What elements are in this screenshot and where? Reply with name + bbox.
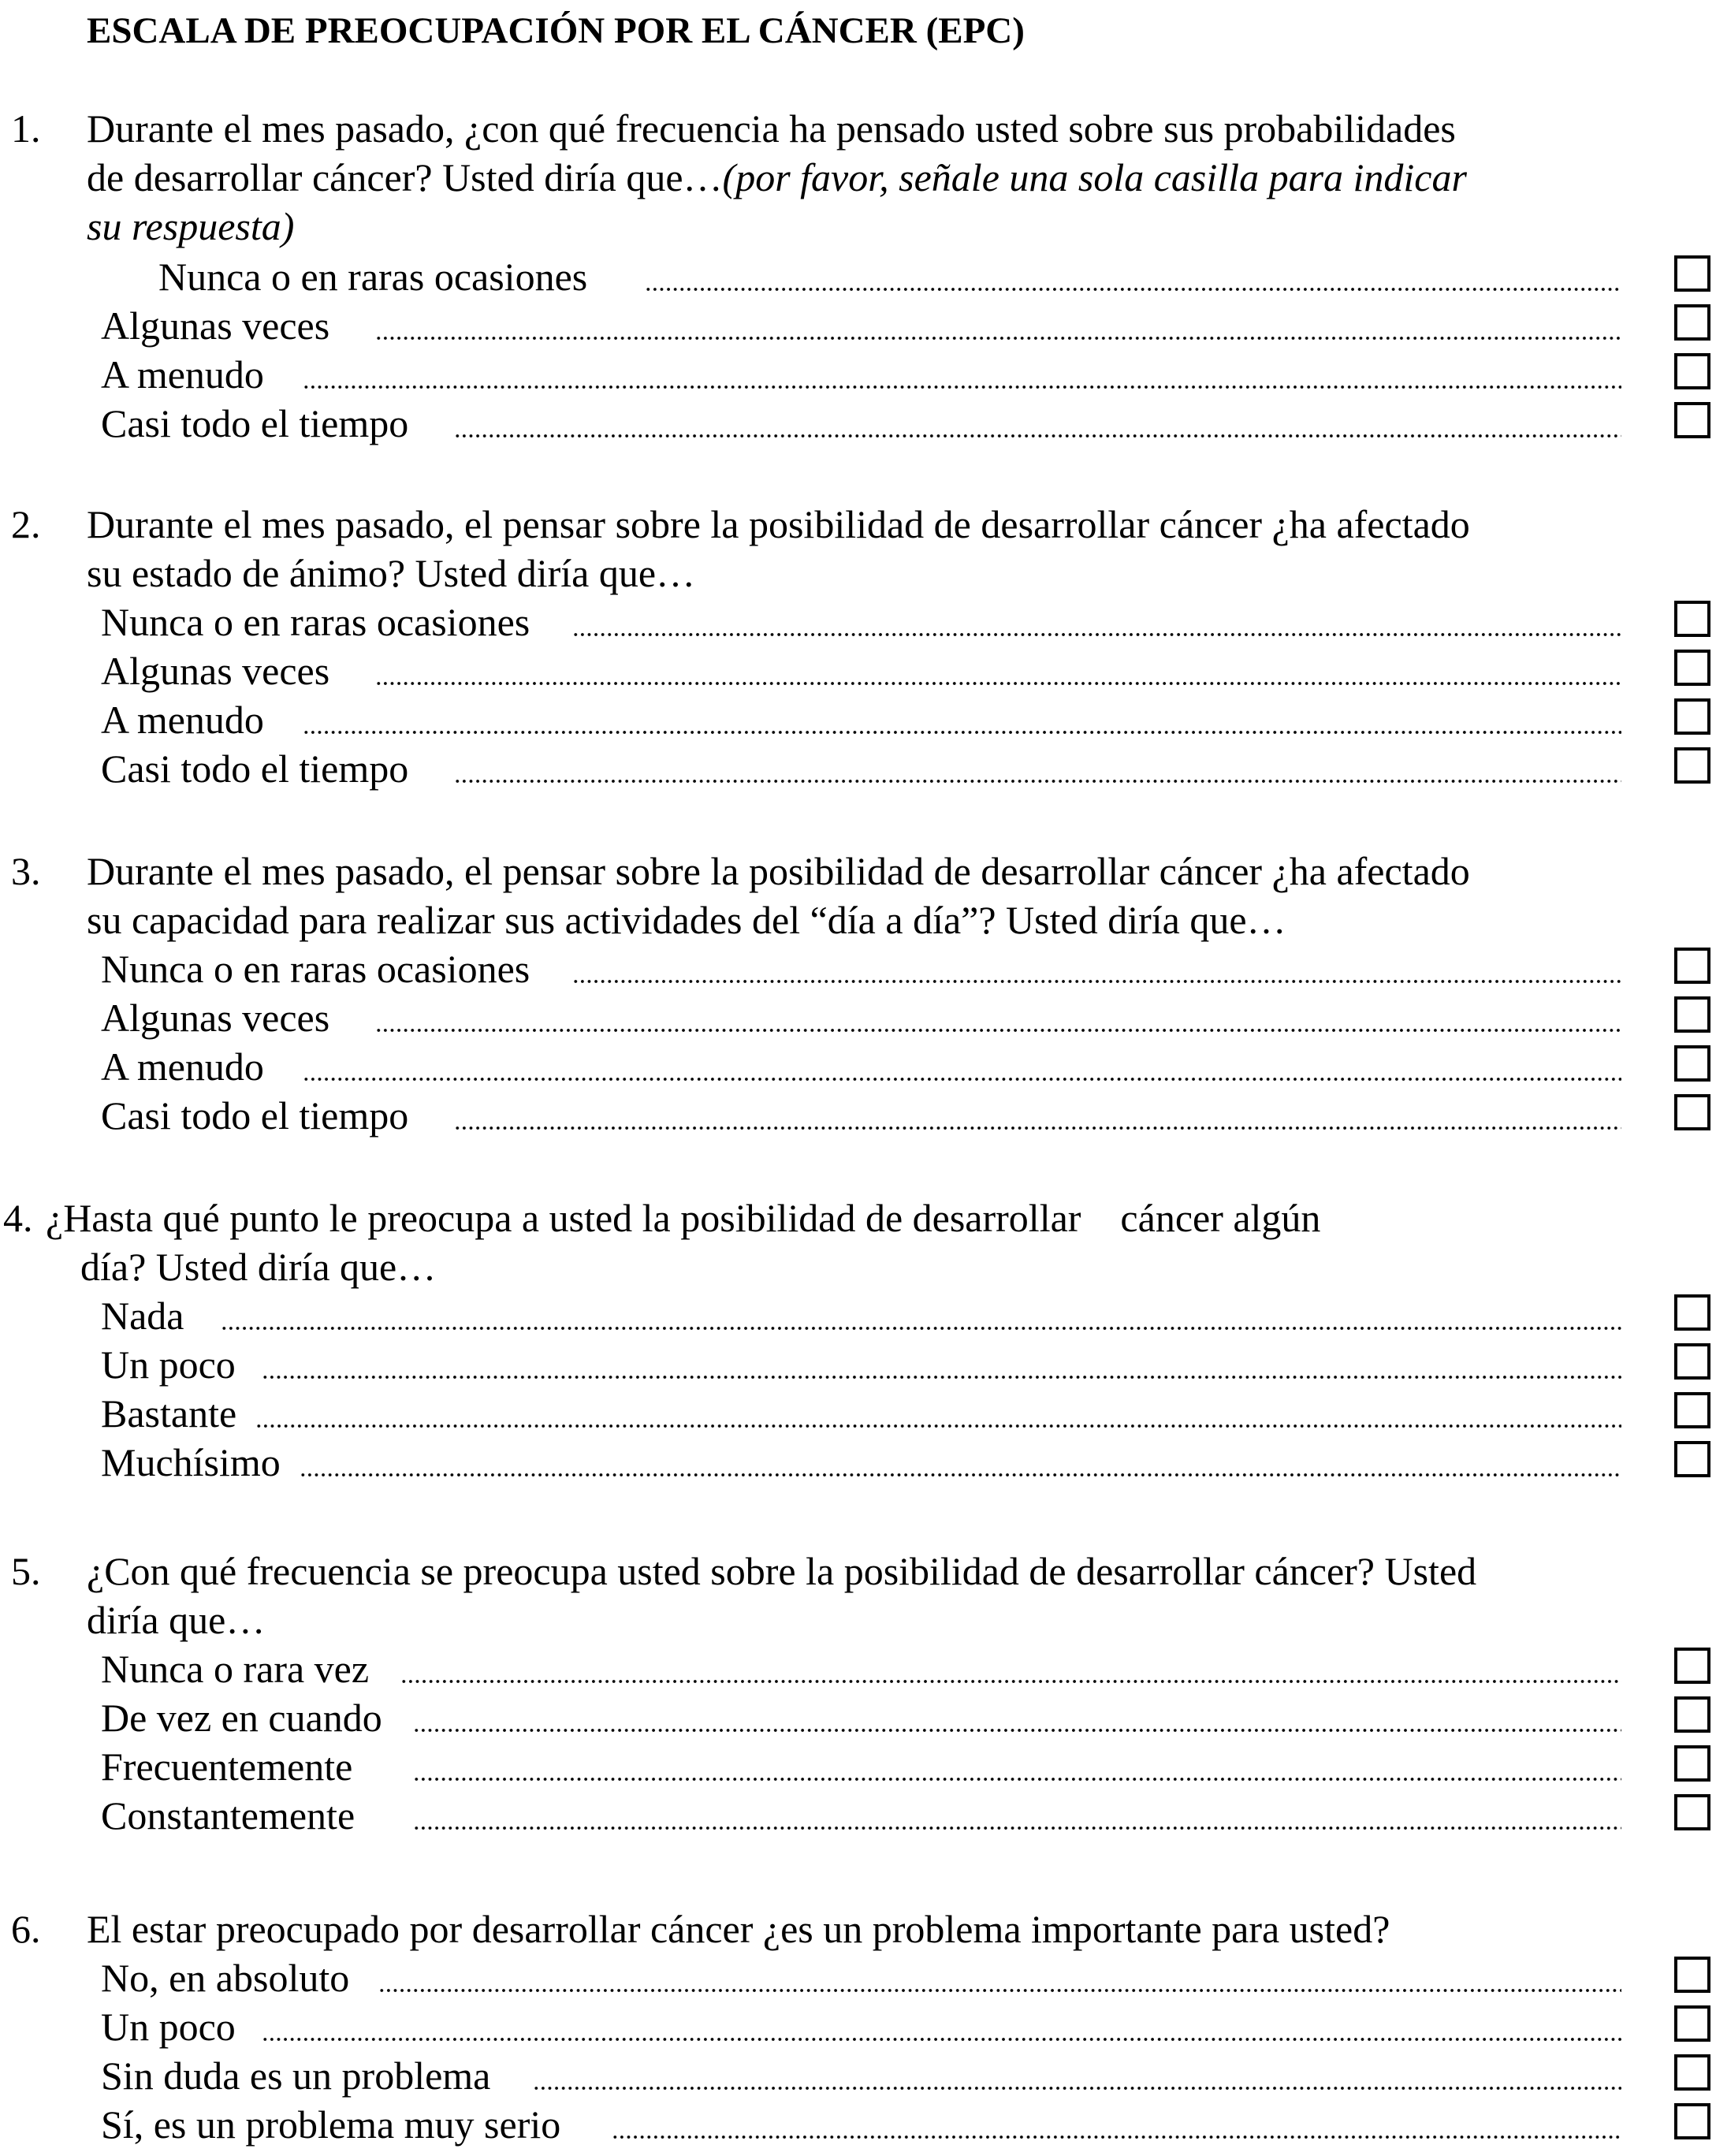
answer-option[interactable]: [101, 598, 1716, 646]
question-line: Durante el mes pasado, el pensar sobre la posibilidad de desarrollar cáncer ¿ha afectado: [87, 502, 1470, 546]
answer-option[interactable]: [101, 1693, 1716, 1742]
dot-leader: [375, 681, 1621, 686]
question-number: 1.: [11, 106, 41, 151]
option-checkbox[interactable]: [1674, 1045, 1710, 1082]
option-checkbox[interactable]: [1674, 353, 1710, 389]
answer-option[interactable]: [101, 1389, 1716, 1438]
dot-leader: [221, 1326, 1621, 1331]
question-text: [87, 104, 1467, 251]
answer-option[interactable]: [101, 399, 1716, 448]
question-number: 5.: [11, 1549, 41, 1593]
option-checkbox[interactable]: [1674, 996, 1710, 1033]
dot-leader: [255, 1424, 1621, 1428]
option-label: Algunas veces: [101, 303, 330, 348]
dot-leader: [375, 336, 1621, 341]
answer-option[interactable]: [101, 1791, 1716, 1840]
option-checkbox[interactable]: [1674, 1696, 1710, 1733]
answer-option[interactable]: [101, 2002, 1716, 2051]
question-number: 6.: [11, 1907, 41, 1951]
question-text: [87, 1905, 1390, 1953]
dot-leader: [413, 1777, 1621, 1782]
option-checkbox[interactable]: [1674, 1392, 1710, 1428]
answer-option[interactable]: [101, 301, 1716, 350]
answer-option[interactable]: [101, 1953, 1716, 2002]
dot-leader: [645, 287, 1621, 292]
answer-option[interactable]: [101, 2051, 1716, 2100]
option-label: De vez en cuando: [101, 1696, 382, 1740]
dot-leader: [533, 2086, 1621, 2091]
answer-option[interactable]: [101, 1091, 1716, 1140]
answer-option[interactable]: [101, 252, 1716, 301]
option-label: Nada: [101, 1294, 184, 1338]
question-line: Durante el mes pasado, el pensar sobre la posibilidad de desarrollar cáncer ¿ha afectado: [87, 849, 1470, 893]
option-checkbox[interactable]: [1674, 1648, 1710, 1684]
page-title: ESCALA DE PREOCUPACIÓN POR EL CÁNCER (EPC): [87, 10, 1025, 51]
answer-option[interactable]: [101, 1340, 1716, 1389]
option-label: Casi todo el tiempo: [101, 1093, 409, 1138]
option-label: A menudo: [101, 1044, 264, 1089]
option-checkbox[interactable]: [1674, 2054, 1710, 2091]
question-line: su capacidad para realizar sus actividades del “día a día”? Usted diría que…: [87, 898, 1286, 942]
option-checkbox[interactable]: [1674, 601, 1710, 637]
dot-leader: [303, 385, 1621, 389]
dot-leader: [572, 632, 1621, 637]
option-checkbox[interactable]: [1674, 1745, 1710, 1782]
option-label: Nunca o rara vez: [101, 1647, 370, 1691]
answer-option[interactable]: [101, 1438, 1716, 1487]
dot-leader: [454, 1126, 1621, 1130]
dot-leader: [413, 1728, 1621, 1733]
option-label: Muchísimo: [101, 1440, 281, 1484]
question-line: día? Usted diría que…: [80, 1245, 437, 1289]
answer-option[interactable]: [101, 2100, 1716, 2149]
option-checkbox[interactable]: [1674, 1343, 1710, 1380]
answer-option[interactable]: [101, 993, 1716, 1042]
option-checkbox[interactable]: [1674, 1094, 1710, 1130]
option-label: Frecuentemente: [101, 1745, 353, 1789]
question-number: 3.: [11, 849, 41, 893]
option-checkbox[interactable]: [1674, 2103, 1710, 2139]
question-line-with-instruction: [87, 153, 1467, 202]
option-label: A menudo: [101, 352, 264, 397]
question-number: 2.: [11, 502, 41, 546]
answer-option[interactable]: [101, 350, 1716, 399]
question-number: 4.: [3, 1196, 33, 1240]
dot-leader: [375, 1028, 1621, 1033]
option-label: Sin duda es un problema: [101, 2054, 491, 2098]
question-line: El estar preocupado por desarrollar cáncer ¿es un problema importante para usted?: [87, 1907, 1390, 1951]
option-label: Casi todo el tiempo: [101, 747, 409, 791]
option-label: Bastante: [101, 1391, 237, 1435]
option-checkbox[interactable]: [1674, 255, 1710, 292]
question-text: [87, 1547, 1476, 1644]
option-checkbox[interactable]: [1674, 948, 1710, 984]
question-text: [46, 1193, 1320, 1291]
option-checkbox[interactable]: [1674, 2005, 1710, 2042]
instruction-text: (por favor, señale una sola casilla para indicar: [722, 155, 1467, 199]
option-checkbox[interactable]: [1674, 1794, 1710, 1830]
answer-option[interactable]: [101, 744, 1716, 793]
option-checkbox[interactable]: [1674, 747, 1710, 784]
option-label: Nunca o en raras ocasiones: [158, 255, 588, 299]
dot-leader: [572, 979, 1621, 984]
question-text: [87, 500, 1470, 598]
question-line: ¿Con qué frecuencia se preocupa usted sobre la posibilidad de desarrollar cáncer? Usted: [87, 1549, 1477, 1593]
dot-leader: [454, 779, 1621, 784]
option-label: A menudo: [101, 698, 264, 742]
question-line: de desarrollar cáncer? Usted diría que…: [87, 155, 723, 199]
question-line: Durante el mes pasado, ¿con qué frecuencia ha pensado usted sobre sus probabilidades: [87, 106, 1456, 151]
dot-leader: [262, 1375, 1621, 1380]
answer-option[interactable]: [101, 1042, 1716, 1091]
option-label: Algunas veces: [101, 649, 330, 693]
option-checkbox[interactable]: [1674, 1441, 1710, 1477]
dot-leader: [400, 1679, 1621, 1684]
dot-leader: [303, 1077, 1621, 1082]
option-label: Algunas veces: [101, 996, 330, 1040]
answer-option[interactable]: [101, 1291, 1716, 1340]
dot-leader: [262, 2037, 1621, 2042]
answer-option[interactable]: [101, 695, 1716, 744]
question-text: [87, 847, 1470, 944]
option-label: Sí, es un problema muy serio: [101, 2102, 561, 2147]
option-checkbox[interactable]: [1674, 698, 1710, 735]
option-checkbox[interactable]: [1674, 650, 1710, 686]
instruction-text: su respuesta): [87, 204, 295, 248]
answer-option[interactable]: [101, 1644, 1716, 1693]
option-label: No, en absoluto: [101, 1956, 350, 2000]
option-label: Constantemente: [101, 1793, 355, 1838]
answer-option[interactable]: [101, 1742, 1716, 1791]
dot-leader: [612, 2135, 1621, 2139]
dot-leader: [303, 730, 1621, 735]
option-checkbox[interactable]: [1674, 1294, 1710, 1331]
question-line: su estado de ánimo? Usted diría que…: [87, 551, 696, 595]
option-label: Casi todo el tiempo: [101, 401, 409, 445]
answer-option[interactable]: [101, 944, 1716, 993]
option-checkbox[interactable]: [1674, 1957, 1710, 1993]
dot-leader: [378, 1988, 1621, 1993]
question-line: diría que…: [87, 1598, 266, 1642]
option-label: Nunca o en raras ocasiones: [101, 947, 530, 991]
option-checkbox[interactable]: [1674, 304, 1710, 341]
answer-option[interactable]: [101, 646, 1716, 695]
question-line: ¿Hasta qué punto le preocupa a usted la posibilidad de desarrollar cáncer algún: [46, 1196, 1321, 1240]
dot-leader: [300, 1473, 1621, 1477]
dot-leader: [454, 434, 1621, 438]
option-label: Nunca o en raras ocasiones: [101, 600, 530, 644]
option-checkbox[interactable]: [1674, 402, 1710, 438]
option-label: Un poco: [101, 2005, 236, 2049]
option-label: Un poco: [101, 1342, 236, 1387]
dot-leader: [413, 1826, 1621, 1830]
